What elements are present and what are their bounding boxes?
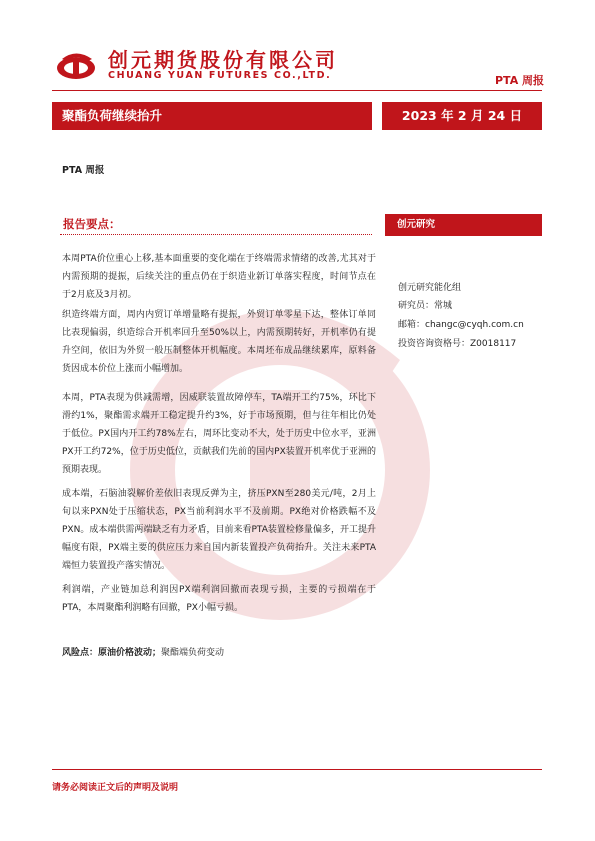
footer-divider [52,769,542,770]
report-subtitle: PTA 周报 [62,165,105,176]
summary-paragraph: 本周，PTA表现为供减需增，因威联装置故障停车，TA端开工约75%，环比下滑约1%，聚酯需求端开工稳定提升约3%，好于市场预期，但与往年相比仍处于低位。PX国内开工约78%左右，周环比变动不大，处于历史中位水平，亚洲PX开工约72%，位于历史低位，贡献我们先前的国内PX装置开机率优于亚洲的预期表现。 [62,393,376,475]
research-group: 创元研究能化组 [398,283,462,293]
license-number: 投资咨询资格号：Z0018117 [398,339,517,349]
report-date-banner: 2023 年 2 月 24 日 [382,102,542,130]
header-divider [52,90,542,91]
summary-paragraph: 本周PTA价位重心上移,基本面重要的变化端在于终端需求情绪的改善,尤其对于内需预期的提振，后续关注的重点仍在于织造业新订单落实程度，时间节点在于2月底及3月初。 [62,254,376,300]
risk-text: 聚酯端负荷变动 [161,648,225,658]
analyst-name: 研究员：常城 [398,301,453,311]
chuangyuan-logo-icon [54,50,100,80]
summary-paragraph: 织造终端方面，周内内贸订单增量略有提振，外贸订单零星下达，整体订单同比表现偏弱，织造综合开机率回升至50%以上，内需预期转好，开机率仍有提升空间，依旧为外贸一般压制整体开机幅度。本周坯布成品继续累库，原料备货因成本价位上涨而小幅增加。 [62,310,376,374]
risk-line [62,645,224,658]
company-name-en: CHUANG YUAN FUTURES CO.,LTD. [108,70,332,81]
report-title-banner: 聚酯负荷继续抬升 [52,102,372,130]
sidebar-title: 创元研究 [385,214,542,236]
summary-heading: 报告要点： [63,217,121,231]
report-type-tag: PTA 周报 [495,74,545,87]
summary-paragraph: 成本端，石脑油裂解价差依旧表现反弹为主，挤压PXN至280美元/吨，2月上旬以来PXN处于压缩状态，PX当前利润水平不及前期。PX绝对价格跌幅不及PXN。成本端供需两端缺乏有力矛盾，目前来看PTA装置检修量偏多，开工提升幅度有限，PX端主要的供应压力来自国内新装置投产负荷抬升。关注未来PTA端恒力装置投产落实情况。 [62,489,376,571]
company-name-cn: 创元期货股份有限公司 [108,48,338,72]
summary-divider [60,234,372,235]
risk-label: 风险点：原油价格波动； [62,648,162,658]
summary-paragraph: 利润端，产业链加总利润因PX端利润回撤而表现亏损，主要的亏损端在于PTA，本周聚酯利润略有回撤，PX小幅亏损。 [62,585,376,613]
footer-disclaimer: 请务必阅读正文后的声明及说明 [52,783,179,793]
analyst-email[interactable]: 邮箱：changc@cyqh.com.cn [398,320,524,330]
